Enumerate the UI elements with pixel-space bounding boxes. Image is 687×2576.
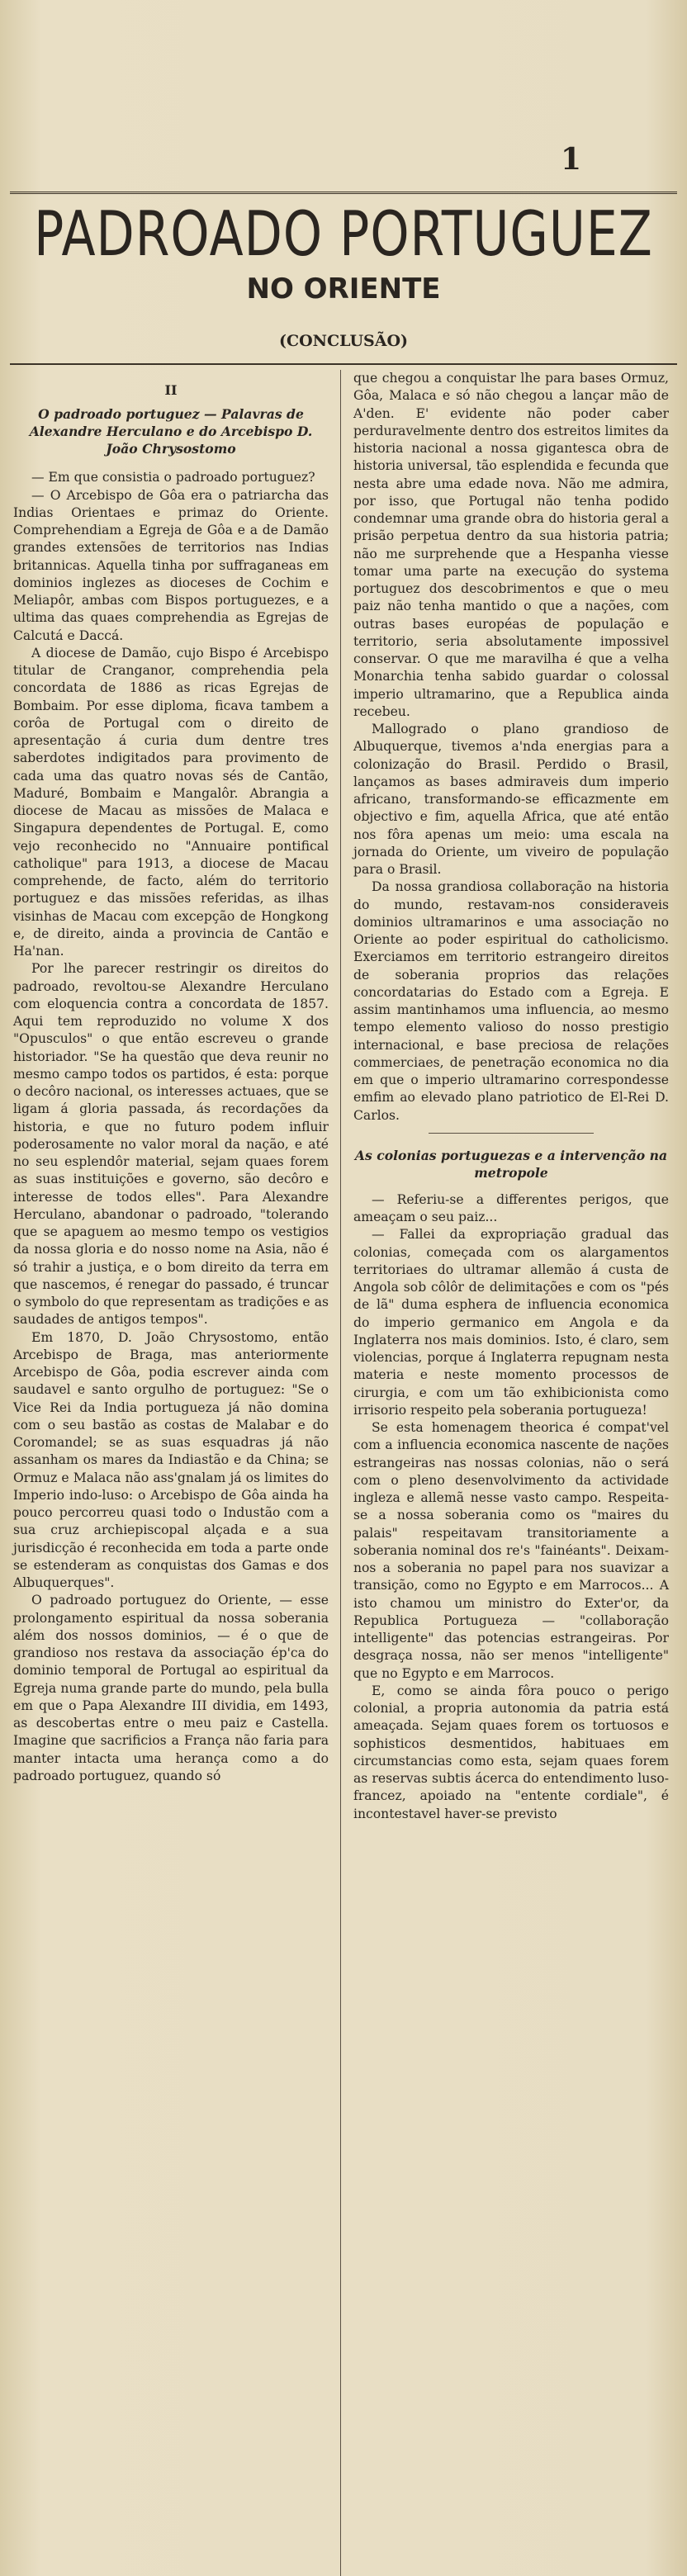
paragraph: O padroado portuguez do Oriente, — esse prolongamento espiritual da nossa soberania além dos nossos dominios, — é o que de grandioso nos restava da associação ép'ca do dominio temporal de Portugal ao espiritual da Egreja numa grande parte do mundo, pela bulla em que o Papa Alexandre III dividia, em 1493, as descobertas entre o meu paiz e Castella. Imagine que sacrificios a França não faria para manter intacta uma herança como a do padroado portuguez, quando só — [13, 1593, 329, 1783]
paragraph: A diocese de Damão, cujo Bispo é Arcebispo titular de Cranganor, comprehendia pela concordata de 1886 as ricas Egrejas de Bombaim. Por esse diploma, ficava tambem a corôa de Portugal com o direito de apresentação á curia dum dentre tres saberdotes indigitados para provimento de cada uma das quatro novas sés de Cantão, Maduré, Bombaim e Mangalôr. Abrangia a diocese de Macau as missões de Malaca e Singapura dependentes de Portugal. E, como vejo reconhecido no "Annuaire pontifical catholique" para 1913, a diocese de Macau comprehende, de facto, além do territorio portuguez e das missões referidas, as ilhas visinhas de Macau com excepção de Hongkong e, de direito, ainda a provincia de Cantão e Ha'nan. — [13, 645, 329, 959]
page-number: 1 — [560, 142, 581, 177]
paragraph: Em 1870, D. João Chrysostomo, então Arcebispo de Braga, mas anteriormente Arcebispo de Gôa, podia escrever ainda com saudavel e santo orgulho de portuguez: "Se o Vice Rei da India portugueza já não domina com o seu bastão as costas de Malabar e do Coromandel; se as suas esquadras já não assanham os mares da Indiastão e da China; se Ormuz e Malaca não ass'gnalam já os limites do Imperio indo-luso: o Arcebispo de Gôa ainda ha pouco percorreu quasi todo o Industão com a sua cruz archiepiscopal alçada e a sua jurisdicção é reconhecida em toda a parte onde se estenderam as conquistas dos Gamas e dos Albuquerques". — [13, 1329, 329, 1590]
top-rule — [10, 192, 677, 194]
section-heading-2: As colonias portuguezas e a intervenção na metropole — [354, 1147, 668, 1181]
paragraph: E, como se ainda fôra pouco o perigo colonial, a propria autonomia da patria está ameaçada. Sejam quaes forem os tortuosos e sophisticos desmentidos, habituaes em circumstancias como esta, sejam quaes forem as reservas subtis ácerca do entendimento luso-francez, apoiado na "entente cordiale", é incontestavel haver-se previsto — [353, 1683, 669, 1821]
text-column-right — [353, 370, 669, 1823]
paragraph: Por lhe parecer restringir os direitos do padroado, revoltou-se Alexandre Herculano com eloquencia contra a concordata de 1857. Aqui tem reproduzido no volume X dos "Opusculos" o que então escreveu o grande historiador. "Se ha questão que deva reunir no mesmo campo todos os partidos, é esta: porque o decôro nacional, os interesses actuaes, que se ligam á gloria passada, ás recordações da historia, e que no futuro podem influir poderosamente no valor moral da nação, e até no seu esplendôr material, sejam quaes forem as suas instituições e governo, são decôro e interesse de todos elles". Para Alexandre Herculano, abandonar o padroado, "tolerando que se apaguem ao mesmo tempo os vestigios da nossa gloria e do nosso nome na Asia, não é só trahir a justiça, e o bom direito da terra em que nascemos, é renegar do passado, é truncar o symbolo do que representam as tradições e as saudades de antigos tempos". — [13, 961, 329, 1328]
section-number: II — [164, 382, 178, 398]
paragraph: — O Arcebispo de Gôa era o patriarcha das Indias Orientaes e primaz do Oriente. Comprehendiam a Egreja de Gôa e a de Damão grandes extensões de territorios nas Indias britannicas. Aquella tinha por suffraganeas em dominios inglezes as dioceses de Cochim e Meliapôr, ambas com Bispos portuguezes, e a ultima das quaes comprehendia as Egrejas de Calcutá e Daccá. — [13, 487, 329, 643]
header-rule — [10, 363, 677, 365]
conclusion-label: (CONCLUSÃO) — [278, 332, 409, 350]
paragraph: — Em que consistia o padroado portuguez? — [31, 470, 315, 485]
section-divider — [429, 1133, 594, 1134]
paragraph: — Referiu-se a differentes perigos, que ameaçam o seu paiz... — [353, 1191, 669, 1224]
paragraph: Da nossa grandiosa collaboração na historia do mundo, restavam-nos consideraveis dominios ultramarinos e uma associação no Oriente ao poder espiritual do catholicismo. Exerciamos em territorio estrangeiro direitos de soberania proprios das relações concordatarias do Estado com a Egreja. E assim mantinhamos uma influencia, ao mesmo tempo elemento valioso do nosso prestigio internacional, e base preciosa de relações commerciaes, de penetração economica no dia em que o imperio ultramarino correspondesse emfim ao elevado plano patriotico de El-Rei D. Carlos. — [353, 879, 669, 1123]
article-title: PADROADO PORTUGUEZ — [34, 198, 653, 271]
column-divider — [340, 370, 341, 2576]
article-subtitle: NO ORIENTE — [246, 272, 441, 305]
text-column-left — [13, 370, 329, 1785]
paragraph: — Fallei da expropriação gradual das colonias, começada com os alargamentos territoriaes do ultramar allemão á custa de Angola sob côlôr de delimitações e com os "pés de lã" duma esphera de influencia economica do imperio germanico em Angola e da Inglaterra nos mais dominios. Isto, é claro, sem violencias, porque á Inglaterra repugnam nesta materia e neste momento processos de cirurgia, e com um tão exhibicionista como irrisorio respeito pela soberania portugueza! — [353, 1227, 669, 1418]
paragraph: Mallogrado o plano grandioso de Albuquerque, tivemos a'nda energias para a colonização do Brasil. Perdido o Brasil, lançamos as bases admiraveis dum imperio africano, transformando-se efficazmente em objectivo e fim, aquella Africa, que até então nos fôra apenas um meio: uma escala na jornada do Oriente, um viveiro de população para o Brasil. — [353, 722, 669, 877]
paragraph: Se esta homenagem theorica é compat'vel com a influencia economica nascente de nações estrangeiras nas nossas colonias, não o será com o pleno desenvolvimento da actividade ingleza e allemã nesse vasto campo. Respeita-se a nossa soberania como os "maires du palais" respeitavam transitoriamente a soberania nominal dos re's "fainéants". Deixam-nos a soberania no papel para nos suavizar a transição, como no Egypto e em Marrocos... A isto chamou um ministro do Exter'or, da Republica Portugueza — "collaboração intelligente" das potencias estrangeiras. Por desgraça nossa, não ser menos "intelligente" que no Egypto e em Marrocos. — [353, 1420, 669, 1681]
section-heading: O padroado portuguez — Palavras de Alexandre Herculano e do Arcebispo D. João Chrysostomo — [29, 406, 313, 457]
paragraph: que chegou a conquistar lhe para bases Ormuz, Gôa, Malaca e só não chegou a lançar mão de A'den. E' evidente não poder caber perduravelmente dentro dos estreitos limites da historia nacional a nossa gigantesca obra de historia universal, tão esplendida e fecunda que nesta abre uma edade nova. Não me admira, por isso, que Portugal não tenha podido condemnar uma grande obra do historia geral a prisão perpetua dentro da sua historia patria; não me surprehende que a Hespanha viesse tomar uma parte na execução do systema portuguez dos descobrimentos e que o meu paiz não tenha mantido o que a nações, com outras bases européas de população e territorio, seria absolutamente impossivel conservar. O que me maravilha é que a velha Monarchia tenha sabido guardar o colossal imperio ultramarino, que a Republica ainda recebeu. — [353, 371, 669, 719]
